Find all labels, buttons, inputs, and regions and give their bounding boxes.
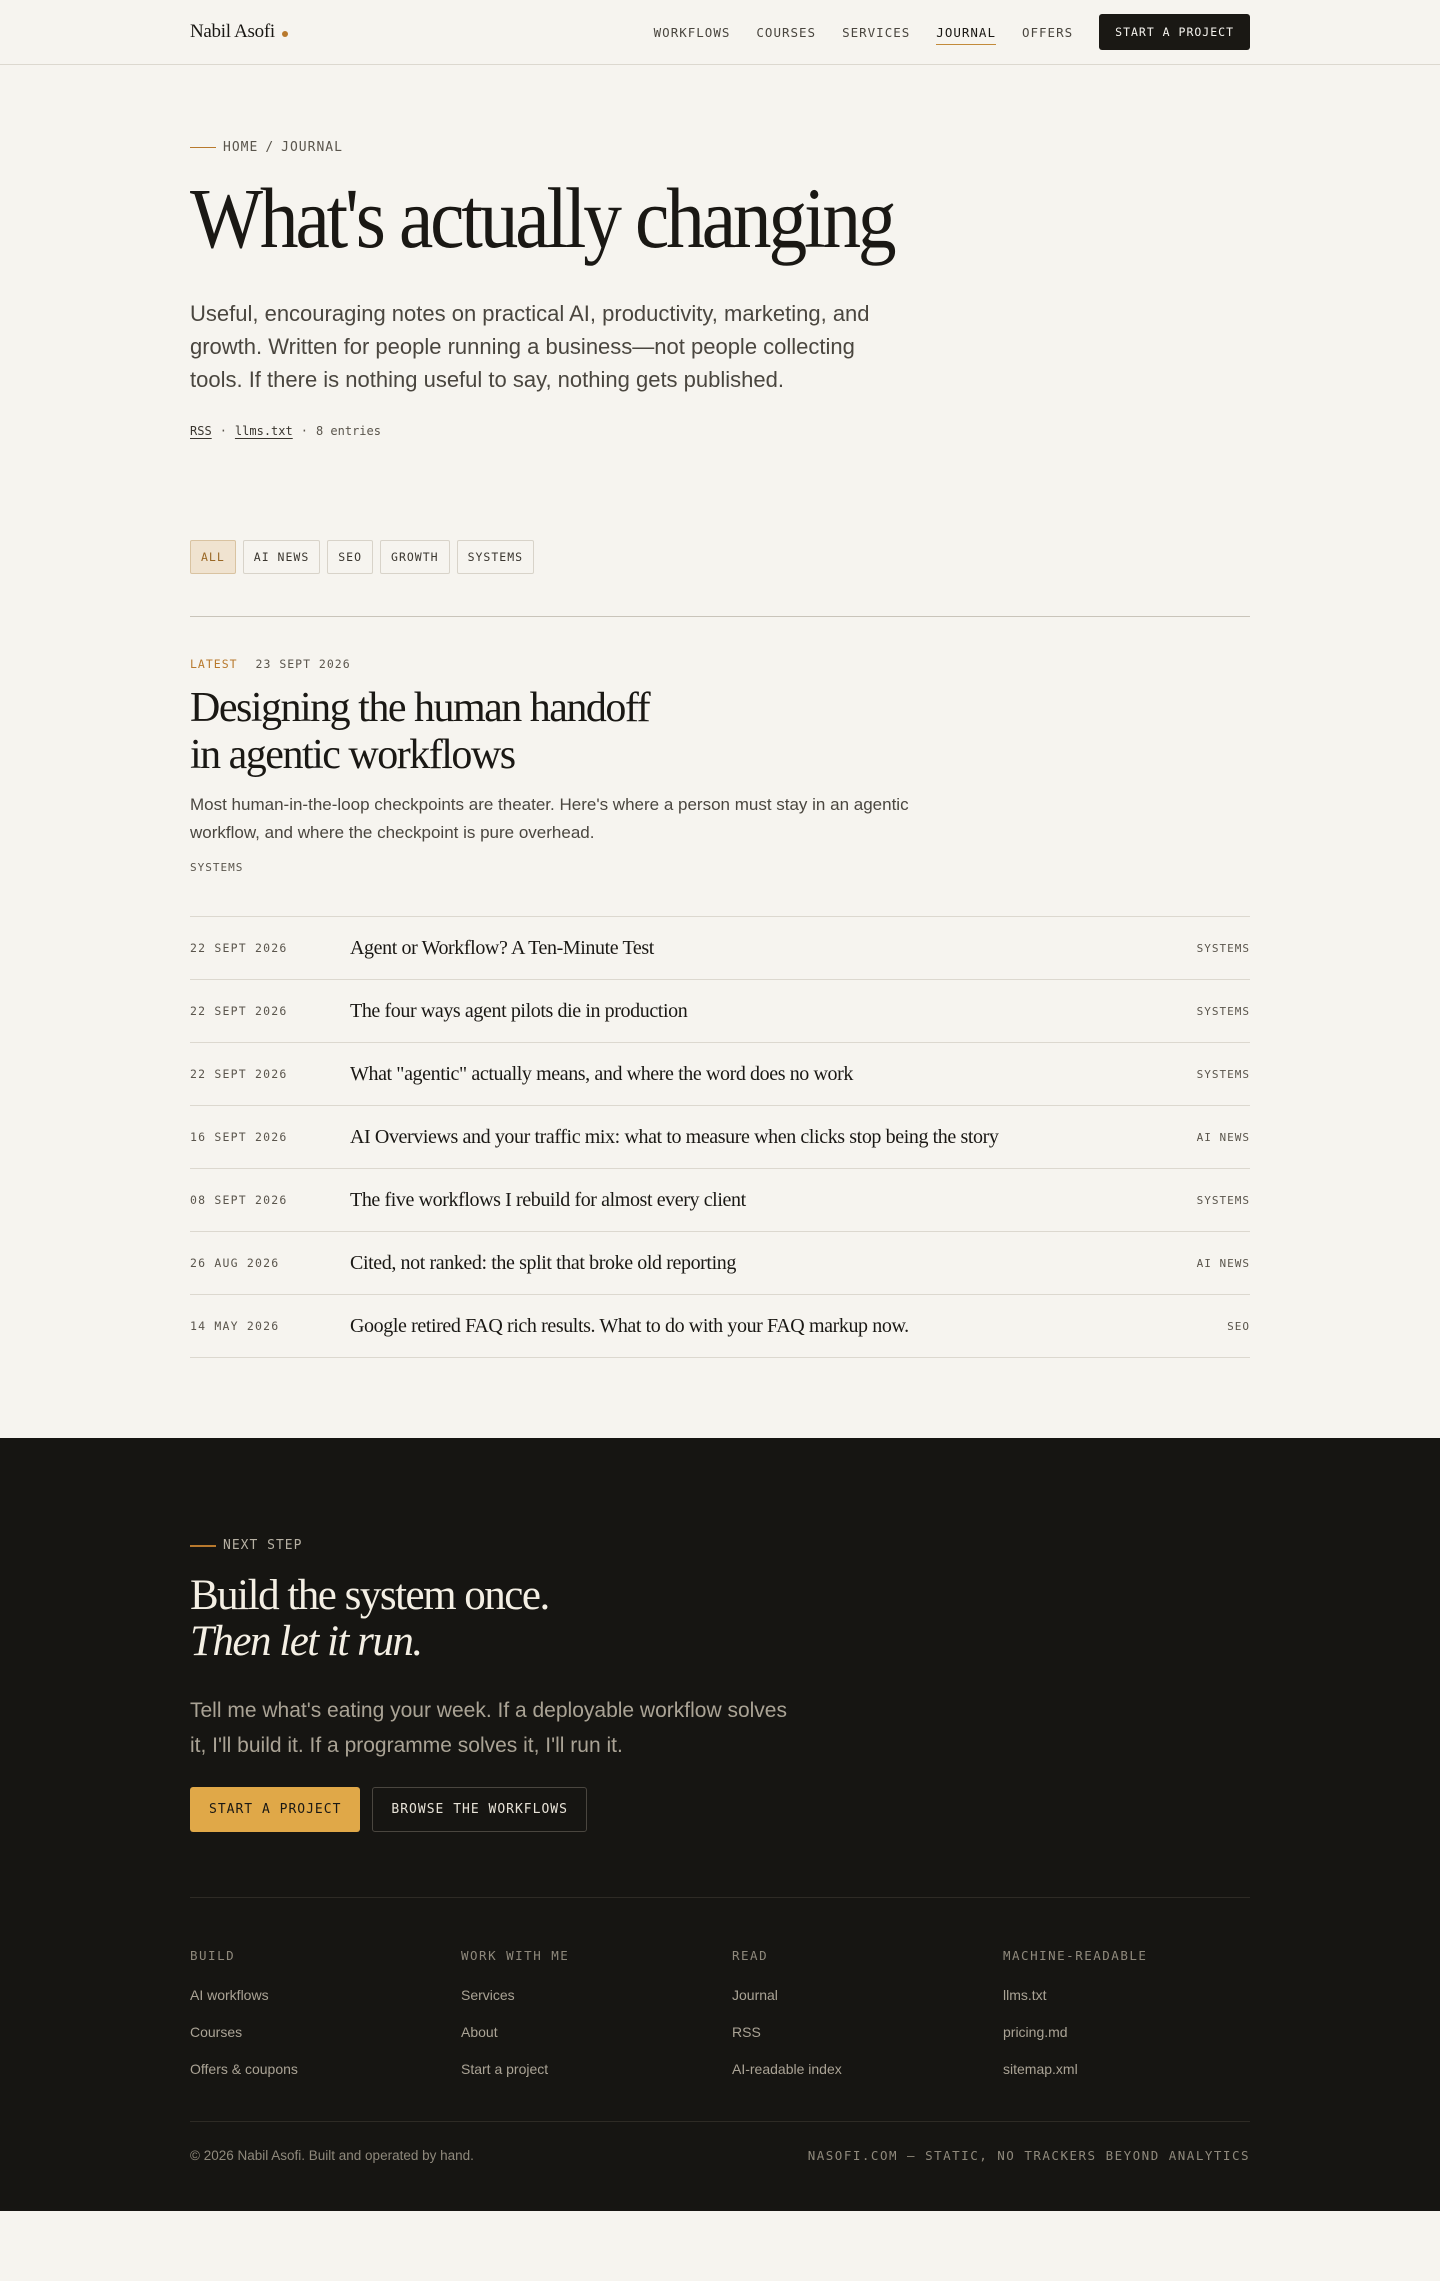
filter-seo[interactable]: SEO [327, 540, 373, 574]
nav-workflows[interactable]: WORKFLOWS [653, 24, 731, 40]
footer-link-pricing-md[interactable]: pricing.md [1003, 2024, 1068, 2041]
entry-row[interactable] [190, 1043, 1250, 1106]
separator-dot: · [300, 424, 308, 439]
entry-date: 14 MAY 2026 [190, 1319, 280, 1334]
logo-dot-icon [282, 31, 288, 37]
copyright: © 2026 Nabil Asofi. Built and operated by hand. [190, 2148, 474, 2164]
entry-row[interactable] [190, 917, 1250, 980]
footer-link-ai-index[interactable]: AI-readable index [732, 2061, 842, 2078]
col-heading: MACHINE-READABLE [1003, 1948, 1148, 1964]
intro-text: Useful, encouraging notes on practical AI, productivity, marketing, and growth. Written for people running a business—not people collecting tools. If there is nothing useful to say, nothing gets published. [190, 301, 870, 393]
col-heading: READ [732, 1948, 769, 1964]
footer-col-read [732, 1948, 1003, 2077]
footer-link-courses[interactable]: Courses [190, 2024, 243, 2041]
category-filters [190, 540, 1250, 574]
entry-title[interactable]: The four ways agent pilots die in production [350, 999, 688, 1022]
col-heading: WORK WITH ME [461, 1948, 570, 1964]
rss-link[interactable]: RSS [190, 424, 212, 439]
footer-title-line1: Build the system once. [190, 1572, 549, 1620]
entry-date: 16 SEPT 2026 [190, 1130, 288, 1145]
entry-date: 22 SEPT 2026 [190, 1004, 288, 1019]
eyebrow-label: NEXT STEP [223, 1538, 303, 1554]
entry-tag: AI NEWS [1196, 1256, 1250, 1270]
entry-tag: SYSTEMS [1196, 941, 1250, 955]
entry-date: 22 SEPT 2026 [190, 1067, 288, 1082]
entry-title[interactable]: What "agentic" actually means, and where the word does no work [350, 1062, 854, 1085]
footer-link-offers[interactable]: Offers & coupons [190, 2061, 298, 2078]
filter-systems[interactable]: SYSTEMS [457, 540, 534, 574]
entry-date: 22 SEPT 2026 [190, 941, 288, 956]
browse-workflows-button[interactable]: BROWSE THE WORKFLOWS [372, 1787, 587, 1832]
nav-services[interactable]: SERVICES [842, 24, 911, 40]
site-header [0, 0, 1440, 65]
filter-ai-news[interactable]: AI NEWS [243, 540, 320, 574]
footer-link-sitemap[interactable]: sitemap.xml [1003, 2061, 1078, 2078]
footer-link-services[interactable]: Services [461, 1987, 515, 2004]
site-logo[interactable] [190, 21, 288, 43]
main-nav [628, 14, 1250, 50]
nav-journal[interactable]: JOURNAL [936, 19, 996, 45]
entry-date: 08 SEPT 2026 [190, 1193, 288, 1208]
footer-link-rss[interactable]: RSS [732, 2024, 761, 2041]
entries-count: 8 entries [315, 424, 381, 439]
footer-bottom [190, 2148, 1250, 2163]
featured-tag: SYSTEMS [190, 861, 244, 875]
entry-row[interactable] [190, 1232, 1250, 1295]
page-title: What's actually changing [190, 170, 894, 266]
entry-tag: SYSTEMS [1196, 1004, 1250, 1018]
entry-row[interactable] [190, 1295, 1250, 1358]
latest-label: LATEST [190, 657, 238, 672]
start-project-button[interactable]: START A PROJECT [1099, 14, 1250, 50]
footer-lead: Tell me what's eating your week. If a deployable workflow solves it, I'll build it. If a programme solves it, I'll run it. [190, 1699, 787, 1758]
entry-title[interactable]: Google retired FAQ rich results. What to do with your FAQ markup now. [350, 1314, 909, 1337]
filter-all[interactable]: ALL [190, 540, 236, 574]
featured-date: 23 SEPT 2026 [255, 657, 351, 672]
footer-link-start-project[interactable]: Start a project [461, 2061, 549, 2078]
footer-link-llms-txt[interactable]: llms.txt [1003, 1987, 1047, 2004]
entry-title[interactable]: AI Overviews and your traffic mix: what to measure when clicks stop being the story [350, 1125, 999, 1148]
entry-tag: AI NEWS [1196, 1130, 1250, 1144]
entry-title[interactable]: Cited, not ranked: the split that broke old reporting [350, 1251, 736, 1274]
entry-list [190, 916, 1250, 1358]
breadcrumb-current: JOURNAL [281, 140, 343, 155]
footer-col-work [461, 1948, 732, 2077]
footer-note: NASOFI.COM — STATIC, NO TRACKERS BEYOND ANALYTICS [807, 2148, 1250, 2164]
logo-text: Nabil Asofi [190, 21, 275, 42]
footer-divider [190, 2121, 1250, 2122]
featured-meta [190, 657, 1250, 671]
footer-link-journal[interactable]: Journal [732, 1987, 778, 2004]
footer-title [190, 1573, 1250, 1665]
featured-excerpt: Most human-in-the-loop checkpoints are theater. Here's where a person must stay in an agentic workflow, and where the checkpoint is pure overhead. [190, 795, 909, 843]
filter-growth[interactable]: GROWTH [380, 540, 450, 574]
entry-row[interactable] [190, 1169, 1250, 1232]
footer-col-machine [1003, 1948, 1250, 2077]
featured-title[interactable]: Designing the human handoff in agentic workflows [190, 685, 650, 779]
feed-links [190, 424, 1250, 438]
breadcrumb-rule [190, 147, 216, 149]
footer-link-about[interactable]: About [461, 2024, 498, 2041]
eyebrow-rule [190, 1545, 216, 1547]
entry-date: 26 AUG 2026 [190, 1256, 280, 1271]
footer-col-build [190, 1948, 461, 2077]
site-footer [0, 1438, 1440, 2211]
nav-courses[interactable]: COURSES [756, 24, 817, 40]
footer-eyebrow [190, 1538, 1250, 1553]
entry-title[interactable]: The five workflows I rebuild for almost every client [350, 1188, 746, 1211]
entry-row[interactable] [190, 1106, 1250, 1169]
footer-title-line2: Then let it run. [190, 1618, 422, 1666]
nav-offers[interactable]: OFFERS [1021, 24, 1074, 40]
entry-tag: SYSTEMS [1196, 1067, 1250, 1081]
hero [190, 65, 1250, 1358]
footer-actions [190, 1787, 1250, 1832]
entry-tag: SEO [1227, 1319, 1250, 1333]
footer-columns [190, 1948, 1250, 2077]
separator-dot: · [219, 424, 227, 439]
breadcrumb [190, 140, 1250, 155]
start-project-button[interactable]: START A PROJECT [190, 1787, 360, 1832]
main-content [0, 65, 1440, 1358]
col-heading: BUILD [190, 1948, 236, 1964]
llms-txt-link[interactable]: llms.txt [234, 424, 293, 439]
footer-link-ai-workflows[interactable]: AI workflows [190, 1987, 269, 2004]
featured-post[interactable] [190, 617, 1250, 874]
entry-row[interactable] [190, 980, 1250, 1043]
footer-divider [190, 1897, 1250, 1898]
breadcrumb-separator: / [265, 140, 275, 155]
breadcrumb-home[interactable]: HOME [223, 140, 259, 155]
entry-title[interactable]: Agent or Workflow? A Ten-Minute Test [350, 936, 654, 959]
entry-tag: SYSTEMS [1196, 1193, 1250, 1207]
